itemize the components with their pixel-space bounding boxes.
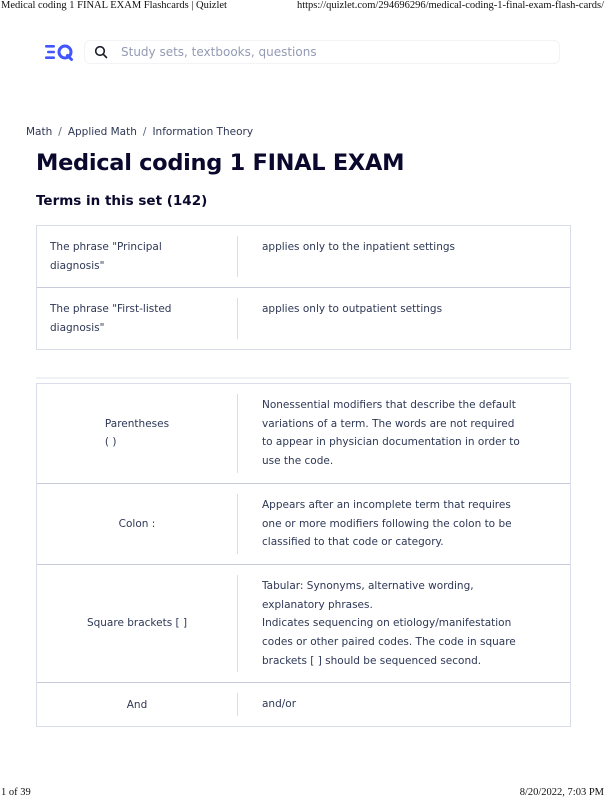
definition-cell: Tabular: Synonyms, alternative wording, explanatory phrases. Indicates sequencing on etiology/manifestation codes or other paired codes. The code in square brackets [ ] should be sequenced second. xyxy=(262,579,516,667)
term-list-group xyxy=(36,225,571,350)
term-text: The phrase "First-listed diagnosis" xyxy=(50,303,172,334)
definition-cell: and/or xyxy=(262,698,297,711)
term-list-group xyxy=(36,383,571,727)
search-icon[interactable] xyxy=(94,45,108,59)
search-bar[interactable] xyxy=(84,40,560,64)
breadcrumb-link-math[interactable]: Math xyxy=(26,126,53,138)
term-cell xyxy=(37,384,237,483)
term-cell xyxy=(37,565,237,683)
breadcrumb-separator: / xyxy=(58,126,62,138)
term-cell xyxy=(37,683,237,726)
breadcrumb-separator: / xyxy=(142,126,147,138)
definition-cell: applies only to outpatient settings xyxy=(262,303,443,315)
term-text: The phrase "Principal diagnosis" xyxy=(50,241,162,272)
term-text: Colon : xyxy=(118,517,156,530)
print-header xyxy=(0,0,606,14)
section-divider xyxy=(36,377,569,379)
term-row xyxy=(37,683,570,726)
term-row xyxy=(37,288,570,349)
print-page-title: Medical coding 1 FINAL EXAM Flashcards | Quizlet xyxy=(1,0,227,11)
term-row xyxy=(37,484,570,565)
print-footer xyxy=(0,787,606,801)
term-text: Parentheses ( ) xyxy=(104,417,170,449)
print-datetime: 8/20/2022, 7:03 PM xyxy=(519,787,604,798)
term-text: And xyxy=(126,698,148,711)
term-row xyxy=(37,226,570,288)
top-navigation xyxy=(44,38,558,66)
breadcrumb-link-applied-math[interactable]: Applied Math xyxy=(67,126,137,138)
term-row xyxy=(37,384,570,484)
term-text: Square brackets [ ] xyxy=(86,617,188,630)
page-title: Medical coding 1 FINAL EXAM xyxy=(36,150,405,176)
breadcrumb-link-information-theory[interactable]: Information Theory xyxy=(152,126,254,138)
print-page-number: 1 of 39 xyxy=(1,787,31,798)
term-row xyxy=(37,565,570,684)
terms-count-heading: Terms in this set (142) xyxy=(36,193,208,209)
term-cell xyxy=(37,226,237,287)
definition-cell: applies only to the inpatient settings xyxy=(262,241,456,253)
print-page-url: https://quizlet.com/294696296/medical-coding-1-final-exam-flash-cards/ xyxy=(296,0,604,11)
definition-cell: Nonessential modifiers that describe the default variations of a term. The words are not required to appear in physician documentation in order to use the code. xyxy=(262,399,520,468)
search-input[interactable] xyxy=(121,42,541,62)
definition-cell: Appears after an incomplete term that requires one or more modifiers following the colon to be classified to that code or category. xyxy=(262,498,512,549)
term-cell xyxy=(37,484,237,564)
breadcrumb xyxy=(26,126,330,138)
quizlet-logo-icon[interactable] xyxy=(44,43,76,61)
term-cell xyxy=(37,288,237,349)
